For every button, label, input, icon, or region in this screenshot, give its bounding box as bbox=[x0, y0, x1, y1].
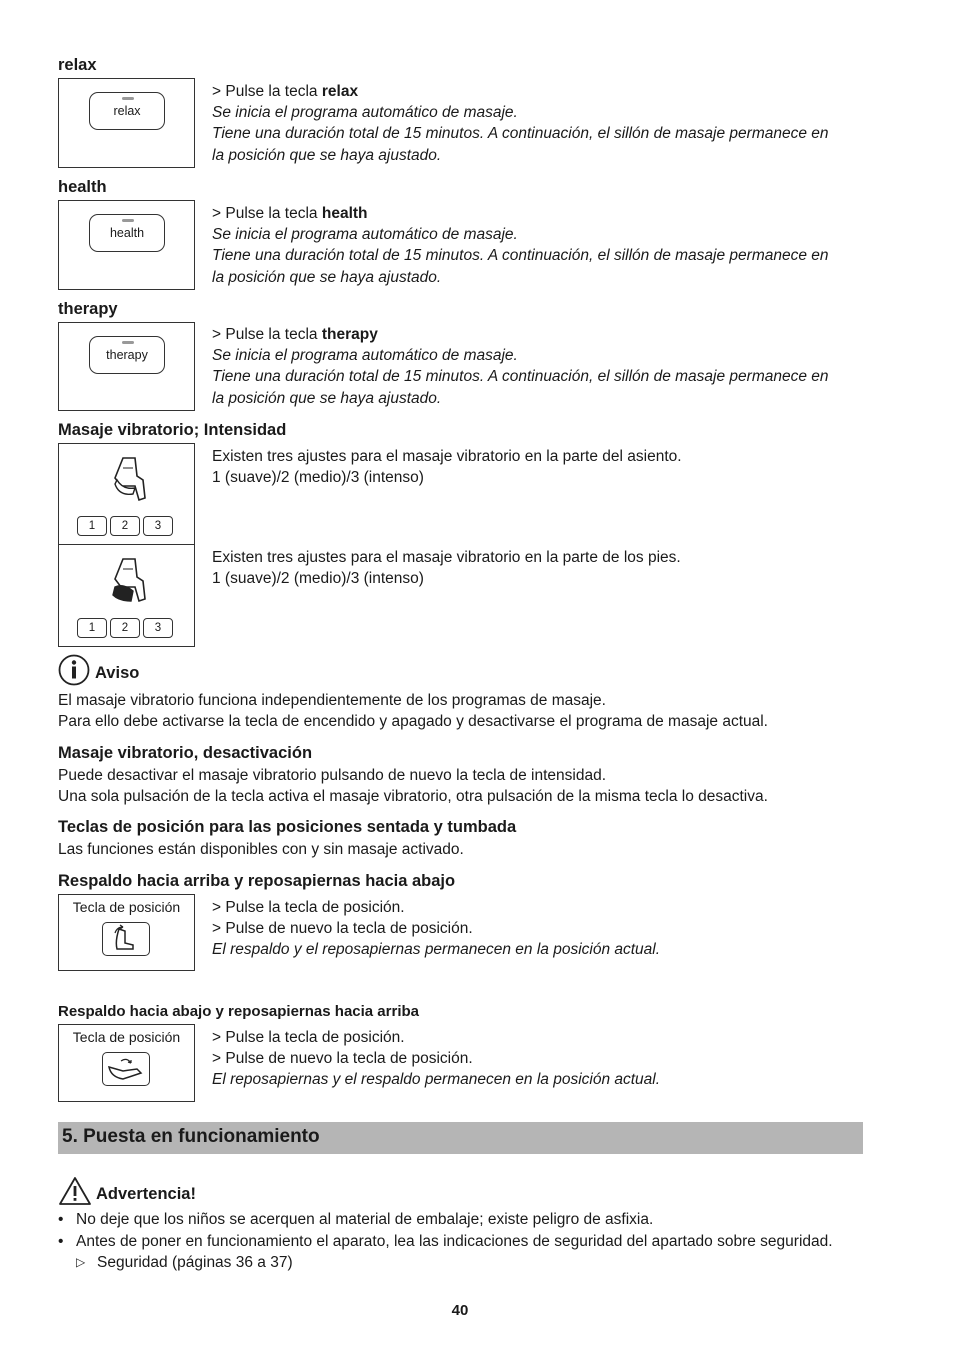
therapy-heading: therapy bbox=[58, 300, 118, 318]
position-key-label: Tecla de posición bbox=[72, 899, 181, 915]
intensity-1-key: 1 bbox=[77, 516, 107, 536]
feet-vibration-text: Existen tres ajustes para el masaje vibratorio en la parte de los pies. 1 (suave)/2 (medio)/3 (intenso) bbox=[212, 549, 681, 588]
health-heading: health bbox=[58, 178, 107, 196]
reference-arrow-icon: ▷ bbox=[76, 1255, 86, 1269]
seat-chair-icon bbox=[109, 454, 149, 504]
section-title: 5. Puesta en funcionamiento bbox=[62, 1126, 320, 1147]
position-key-label: Tecla de posición bbox=[72, 1029, 181, 1045]
warning-icon bbox=[58, 1176, 92, 1206]
relax-heading: relax bbox=[58, 56, 97, 74]
vibration-heading: Masaje vibratorio; Intensidad bbox=[58, 421, 287, 439]
feet-vibration-illustration bbox=[58, 544, 195, 647]
safety-reference: Seguridad (páginas 36 a 37) bbox=[97, 1254, 293, 1271]
warning-bullet-text: Antes de poner en funcionamiento el aparato, lea las indicaciones de seguridad del apartado sobre seguridad. bbox=[76, 1233, 833, 1250]
notice-heading: Aviso bbox=[95, 664, 140, 682]
feet-intensity-keys bbox=[77, 618, 173, 638]
intensity-3-key: 3 bbox=[143, 618, 173, 638]
intensity-2-key: 2 bbox=[110, 618, 140, 638]
backrest-down-heading: Respaldo hacia abajo y reposapiernas hacia arriba bbox=[58, 1003, 419, 1020]
warning-bullet-text: No deje que los niños se acerquen al material de embalaje; existe peligro de asfixia. bbox=[76, 1211, 654, 1228]
relax-description: > Pulse la tecla relax Se inicia el programa automático de masaje. Tiene una duración total de 15 minutos. A continuación, el sillón de masaje permanece en la posición que se haya ajustado. bbox=[212, 83, 829, 164]
intensity-1-key: 1 bbox=[77, 618, 107, 638]
backrest-down-illustration bbox=[58, 1024, 195, 1102]
backrest-up-text: > Pulse la tecla de posición. > Pulse de nuevo la tecla de posición. El respaldo y el reposapiernas permanecen en la posición actual. bbox=[212, 899, 661, 959]
deactivation-heading: Masaje vibratorio, desactivación bbox=[58, 744, 313, 762]
relax-key-illustration bbox=[58, 78, 195, 168]
chair-reclined-icon bbox=[103, 1053, 147, 1083]
seat-intensity-keys bbox=[77, 516, 173, 536]
position-keys-heading: Teclas de posición para las posiciones sentada y tumbada bbox=[58, 818, 517, 836]
intensity-3-key: 3 bbox=[143, 516, 173, 536]
backrest-up-heading: Respaldo hacia arriba y reposapiernas hacia abajo bbox=[58, 872, 456, 890]
warning-bullet: • bbox=[58, 1233, 64, 1250]
warning-bullet: • bbox=[58, 1211, 64, 1228]
chair-upright-icon bbox=[103, 923, 147, 953]
info-icon bbox=[58, 654, 90, 686]
seat-vibration-text: Existen tres ajustes para el masaje vibratorio en la parte del asiento. 1 (suave)/2 (medio)/3 (intenso) bbox=[212, 448, 682, 487]
position-key bbox=[102, 922, 150, 956]
relax-key: relax bbox=[89, 92, 165, 130]
section-header-bar bbox=[58, 1122, 863, 1154]
position-keys-text: Las funciones están disponibles con y sin masaje activado. bbox=[58, 841, 464, 858]
feet-chair-icon bbox=[109, 555, 149, 605]
health-key: health bbox=[89, 214, 165, 252]
position-key bbox=[102, 1052, 150, 1086]
therapy-key-illustration bbox=[58, 322, 195, 411]
therapy-key: therapy bbox=[89, 336, 165, 374]
backrest-up-illustration bbox=[58, 894, 195, 971]
backrest-down-text: > Pulse la tecla de posición. > Pulse de nuevo la tecla de posición. El reposapiernas y el respaldo permanecen en la posición actual. bbox=[212, 1029, 661, 1089]
therapy-description: > Pulse la tecla therapy Se inicia el programa automático de masaje. Tiene una duración total de 15 minutos. A continuación, el sillón de masaje permanece en la posición que se haya ajustado. bbox=[212, 326, 829, 407]
deactivation-text: Puede desactivar el masaje vibratorio pulsando de nuevo la tecla de intensidad. Una sola pulsación de la tecla activa el masaje vibratorio, otra pulsación de la misma tecla lo desactiva. bbox=[58, 767, 768, 806]
page-number: 40 bbox=[451, 1302, 469, 1319]
health-key-illustration bbox=[58, 200, 195, 290]
warning-heading: Advertencia! bbox=[96, 1185, 196, 1203]
notice-text: El masaje vibratorio funciona independientemente de los programas de masaje. Para ello debe activarse la tecla de encendido y apagado y desactivarse el programa de masaje actual. bbox=[58, 692, 768, 731]
intensity-2-key: 2 bbox=[110, 516, 140, 536]
seat-vibration-illustration bbox=[58, 443, 195, 545]
health-description: > Pulse la tecla health Se inicia el programa automático de masaje. Tiene una duración total de 15 minutos. A continuación, el sillón de masaje permanece en la posición que se haya ajustado. bbox=[212, 205, 829, 286]
